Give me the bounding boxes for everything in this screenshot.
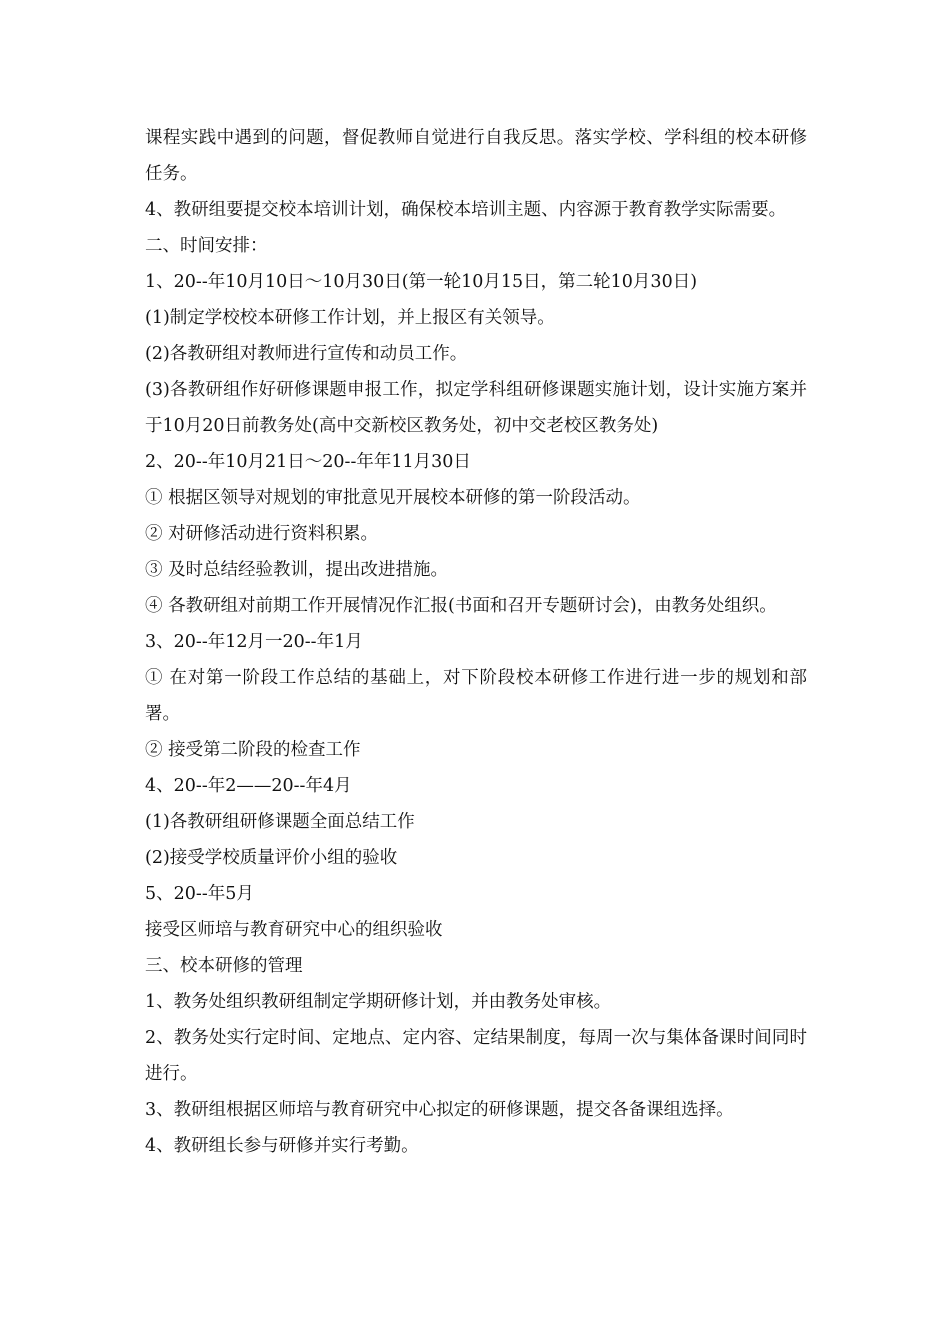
paragraph: 1、20--年10月10日～10月30日(第一轮10月15日，第二轮10月30日)	[145, 272, 698, 292]
paragraph: ③ 及时总结经验教训，提出改进措施。	[145, 560, 449, 580]
paragraph: 1、教务处组织教研组制定学期研修计划，并由教务处审核。	[145, 992, 612, 1012]
paragraph: (2)各教研组对教师进行宣传和动员工作。	[145, 344, 468, 364]
paragraph: (2)接受学校质量评价小组的验收	[145, 848, 398, 868]
paragraph: 接受区师培与教育研究中心的组织验收	[145, 920, 443, 940]
paragraph: 2、教务处实行定时间、定地点、定内容、定结果制度，每周一次与集体备课时间同时进行。	[145, 1028, 807, 1084]
paragraph: 3、教研组根据区师培与教育研究中心拟定的研修课题，提交各备课组选择。	[145, 1100, 734, 1120]
section-heading: 二、时间安排：	[145, 236, 268, 256]
paragraph: 5、20--年5月	[145, 884, 254, 904]
paragraph: (3)各教研组作好研修课题申报工作，拟定学科组研修课题实施计划，设计实施方案并于10月20日前教务处(高中交新校区教务处，初中交老校区教务处)	[145, 380, 807, 436]
paragraph: (1)各教研组研修课题全面总结工作	[145, 812, 415, 832]
document-body	[145, 120, 807, 1164]
paragraph: 4、教研组要提交校本培训计划，确保校本培训主题、内容源于教育教学实际需要。	[145, 200, 787, 220]
paragraph: (1)制定学校校本研修工作计划，并上报区有关领导。	[145, 308, 555, 328]
paragraph: 4、20--年2——20--年4月	[145, 776, 352, 796]
paragraph: ① 在对第一阶段工作总结的基础上，对下阶段校本研修工作进行进一步的规划和部署。	[145, 668, 807, 724]
paragraph: 课程实践中遇到的问题，督促教师自觉进行自我反思。落实学校、学科组的校本研修任务。	[145, 128, 807, 184]
paragraph: ④ 各教研组对前期工作开展情况作汇报(书面和召开专题研讨会)，由教务处组织。	[145, 596, 777, 616]
paragraph: ② 对研修活动进行资料积累。	[145, 524, 379, 544]
paragraph: 3、20--年12月一20--年1月	[145, 632, 363, 652]
paragraph: ② 接受第二阶段的检查工作	[145, 740, 361, 760]
section-heading: 三、校本研修的管理	[145, 956, 303, 976]
paragraph: ① 根据区领导对规划的审批意见开展校本研修的第一阶段活动。	[145, 488, 641, 508]
paragraph: 4、教研组长参与研修并实行考勤。	[145, 1136, 419, 1156]
paragraph: 2、20--年10月21日～20--年年11月30日	[145, 452, 471, 472]
